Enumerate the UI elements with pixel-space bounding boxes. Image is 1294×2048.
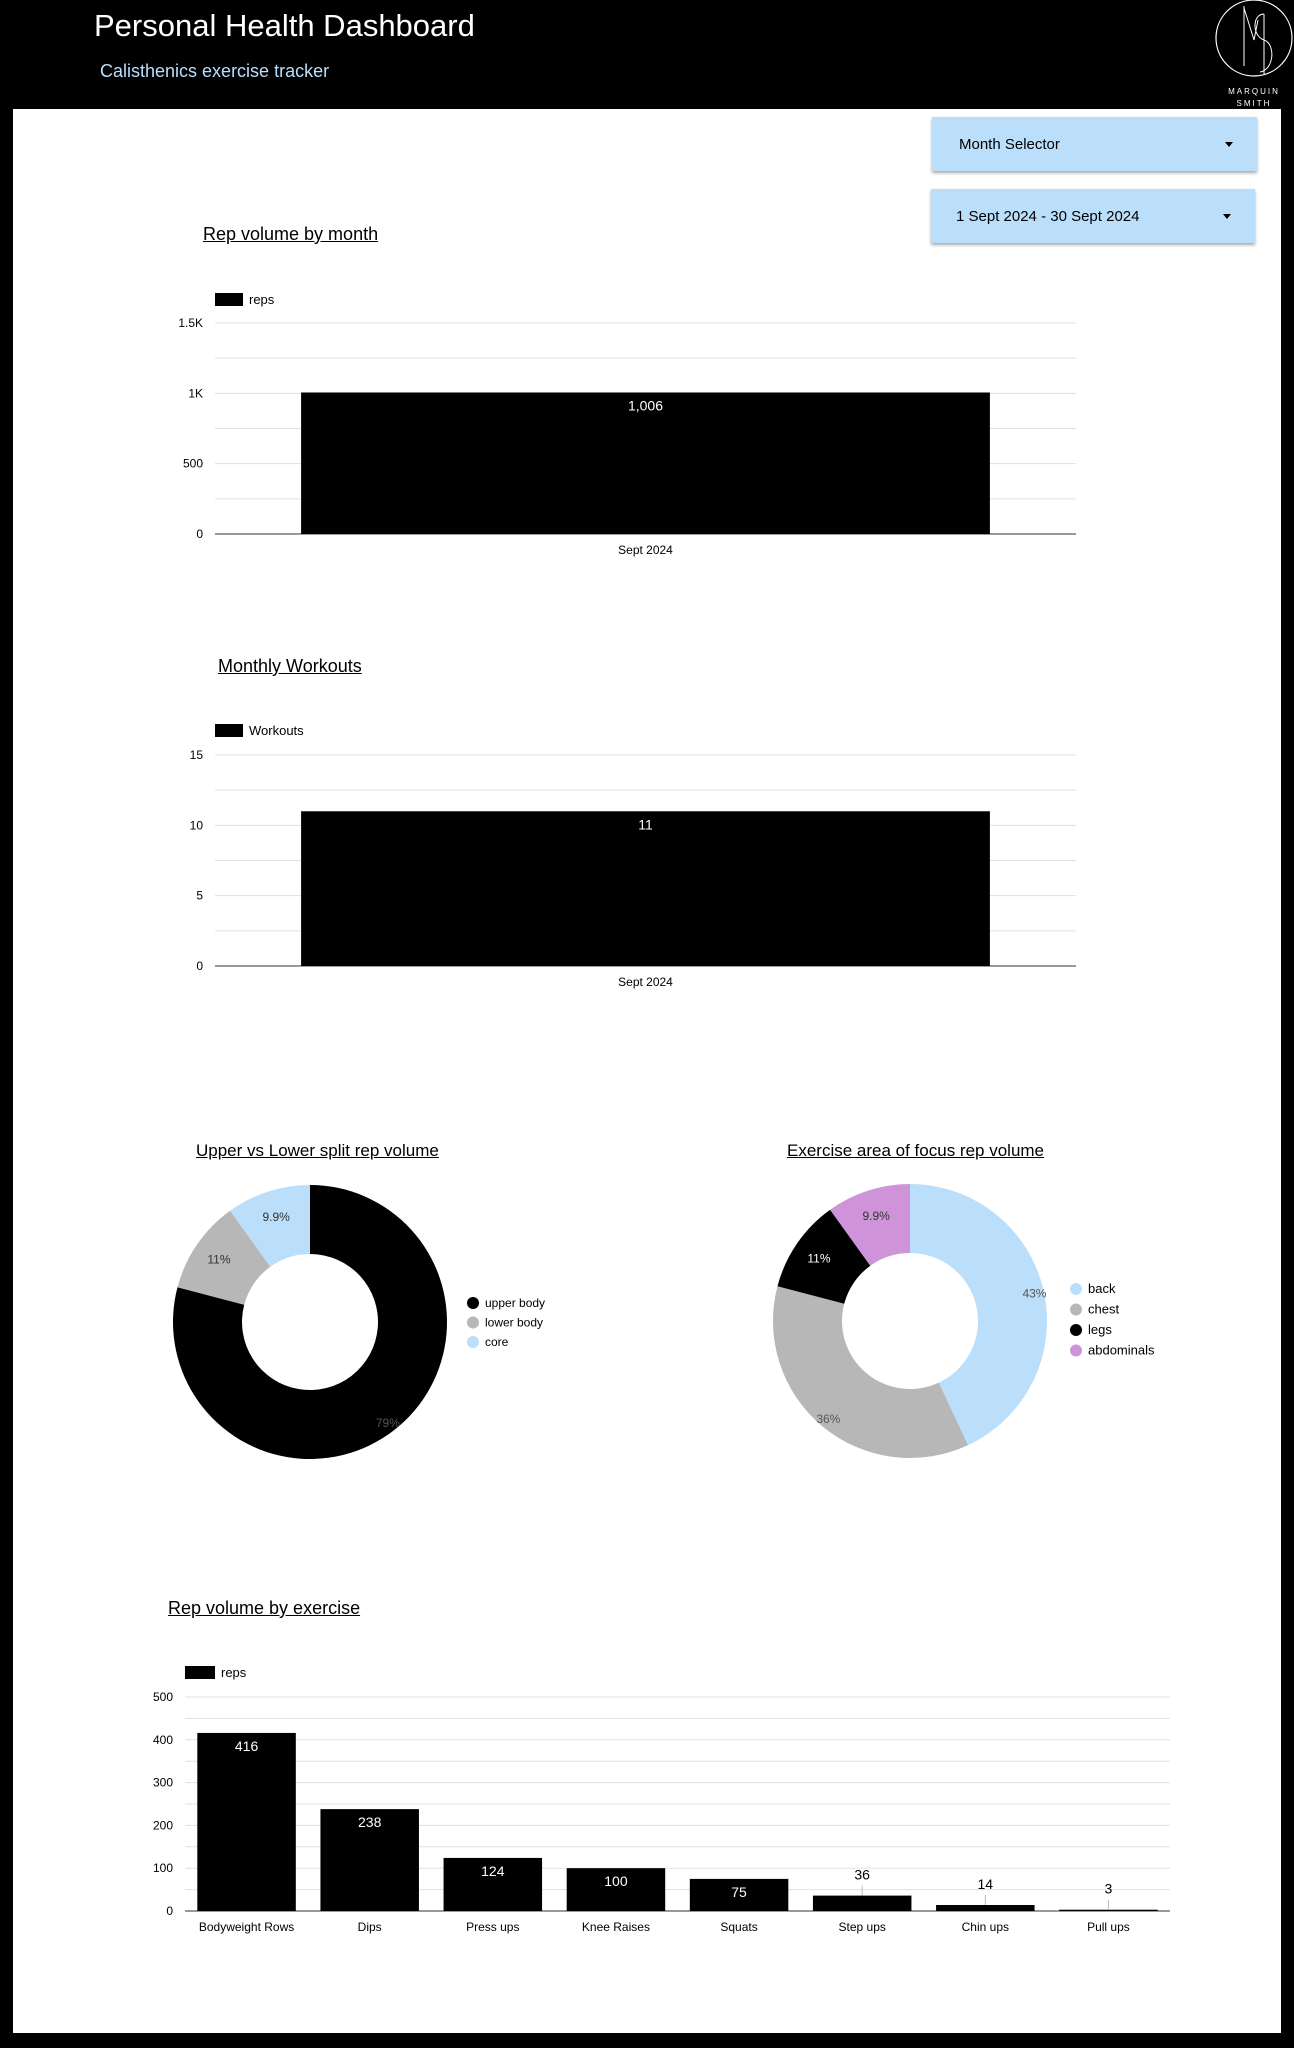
bar-value-label: 3 (1104, 1880, 1113, 1897)
slice-percent-label: 9.9% (862, 1208, 890, 1223)
y-tick-label: 0 (196, 959, 203, 973)
legend-swatch (1070, 1345, 1082, 1357)
pie-slice (773, 1286, 968, 1458)
legend-swatch (185, 1666, 215, 1679)
slice-percent-label: 36% (816, 1411, 841, 1426)
y-tick-label: 10 (189, 818, 203, 833)
x-tick-label: Sept 2024 (618, 975, 673, 989)
slice-percent-label: 9.9% (262, 1209, 290, 1224)
bar (197, 1733, 296, 1911)
x-tick-label: Sept 2024 (618, 543, 673, 557)
header-subtitle: Calisthenics exercise tracker (100, 61, 330, 81)
y-tick-label: 200 (152, 1818, 173, 1833)
chart-title-rep-volume-by-exercise: Rep volume by exercise (168, 1598, 361, 1618)
y-tick-label: 0 (166, 1904, 173, 1918)
bar-value-label: 124 (481, 1862, 505, 1879)
x-tick-label: Knee Raises (581, 1920, 650, 1934)
x-tick-label: Press ups (466, 1920, 520, 1934)
legend-swatch (215, 293, 243, 306)
svg-text:SMITH: SMITH (1236, 99, 1272, 108)
bar-value-label: 1,006 (627, 397, 664, 414)
legend-label: lower body (485, 1315, 544, 1330)
legend-swatch (215, 724, 243, 737)
x-tick-label: Dips (357, 1920, 382, 1934)
bar (813, 1896, 912, 1911)
bar-value-label: 416 (234, 1737, 259, 1754)
legend-swatch (467, 1336, 479, 1348)
legend-label: reps (221, 1665, 247, 1680)
x-tick-label: Step ups (838, 1920, 886, 1934)
svg-text:MARQUIN: MARQUIN (1228, 87, 1280, 96)
chart-title-upper-lower-split: Upper vs Lower split rep volume (196, 1141, 439, 1160)
legend-label: chest (1088, 1301, 1120, 1317)
legend-swatch (467, 1317, 479, 1329)
bar-value-label: 14 (977, 1876, 994, 1893)
legend-label: abdominals (1088, 1342, 1155, 1358)
slice-percent-label: 79% (375, 1415, 400, 1430)
legend-label: Workouts (249, 723, 304, 738)
slice-percent-label: 43% (1022, 1286, 1047, 1301)
header-title: Personal Health Dashboard (94, 8, 475, 43)
y-tick-label: 500 (152, 1690, 173, 1704)
y-tick-label: 15 (189, 748, 203, 762)
bar-value-label: 238 (358, 1814, 382, 1831)
legend-swatch (467, 1297, 479, 1309)
date-range-label: 1 Sept 2024 - 30 Sept 2024 (956, 207, 1140, 225)
bar (936, 1905, 1035, 1911)
bar-value-label: 100 (604, 1873, 628, 1890)
legend-label: legs (1088, 1322, 1112, 1337)
legend-swatch (1070, 1283, 1082, 1295)
y-tick-label: 0 (196, 527, 203, 541)
y-tick-label: 1K (188, 386, 203, 401)
chart-title-rep-volume-by-month: Rep volume by month (203, 224, 379, 244)
chart-title-area-of-focus: Exercise area of focus rep volume (787, 1141, 1045, 1160)
y-tick-label: 100 (152, 1861, 173, 1876)
legend-label: core (485, 1335, 509, 1349)
bar (301, 811, 990, 966)
bar (301, 392, 990, 534)
x-tick-label: Squats (720, 1920, 758, 1934)
chart-title-monthly-workouts: Monthly Workouts (218, 656, 362, 676)
legend-label: reps (249, 292, 275, 307)
y-tick-label: 400 (152, 1732, 173, 1747)
legend-swatch (1070, 1304, 1082, 1316)
bar-value-label: 75 (731, 1883, 747, 1900)
slice-percent-label: 11% (207, 1252, 231, 1267)
y-tick-label: 300 (152, 1775, 173, 1790)
x-tick-label: Bodyweight Rows (198, 1920, 295, 1934)
bar-value-label: 11 (638, 816, 653, 833)
bar-value-label: 36 (854, 1866, 870, 1883)
bar (1059, 1910, 1158, 1911)
slice-percent-label: 11% (807, 1251, 831, 1266)
legend-swatch (1070, 1324, 1082, 1336)
x-tick-label: Chin ups (961, 1920, 1009, 1934)
y-tick-label: 1.5K (178, 316, 203, 330)
y-tick-label: 5 (196, 888, 203, 903)
legend-label: upper body (485, 1296, 546, 1310)
legend-label: back (1088, 1281, 1116, 1296)
month-selector-label: Month Selector (959, 135, 1060, 153)
y-tick-label: 500 (182, 456, 203, 471)
x-tick-label: Pull ups (1087, 1920, 1130, 1934)
